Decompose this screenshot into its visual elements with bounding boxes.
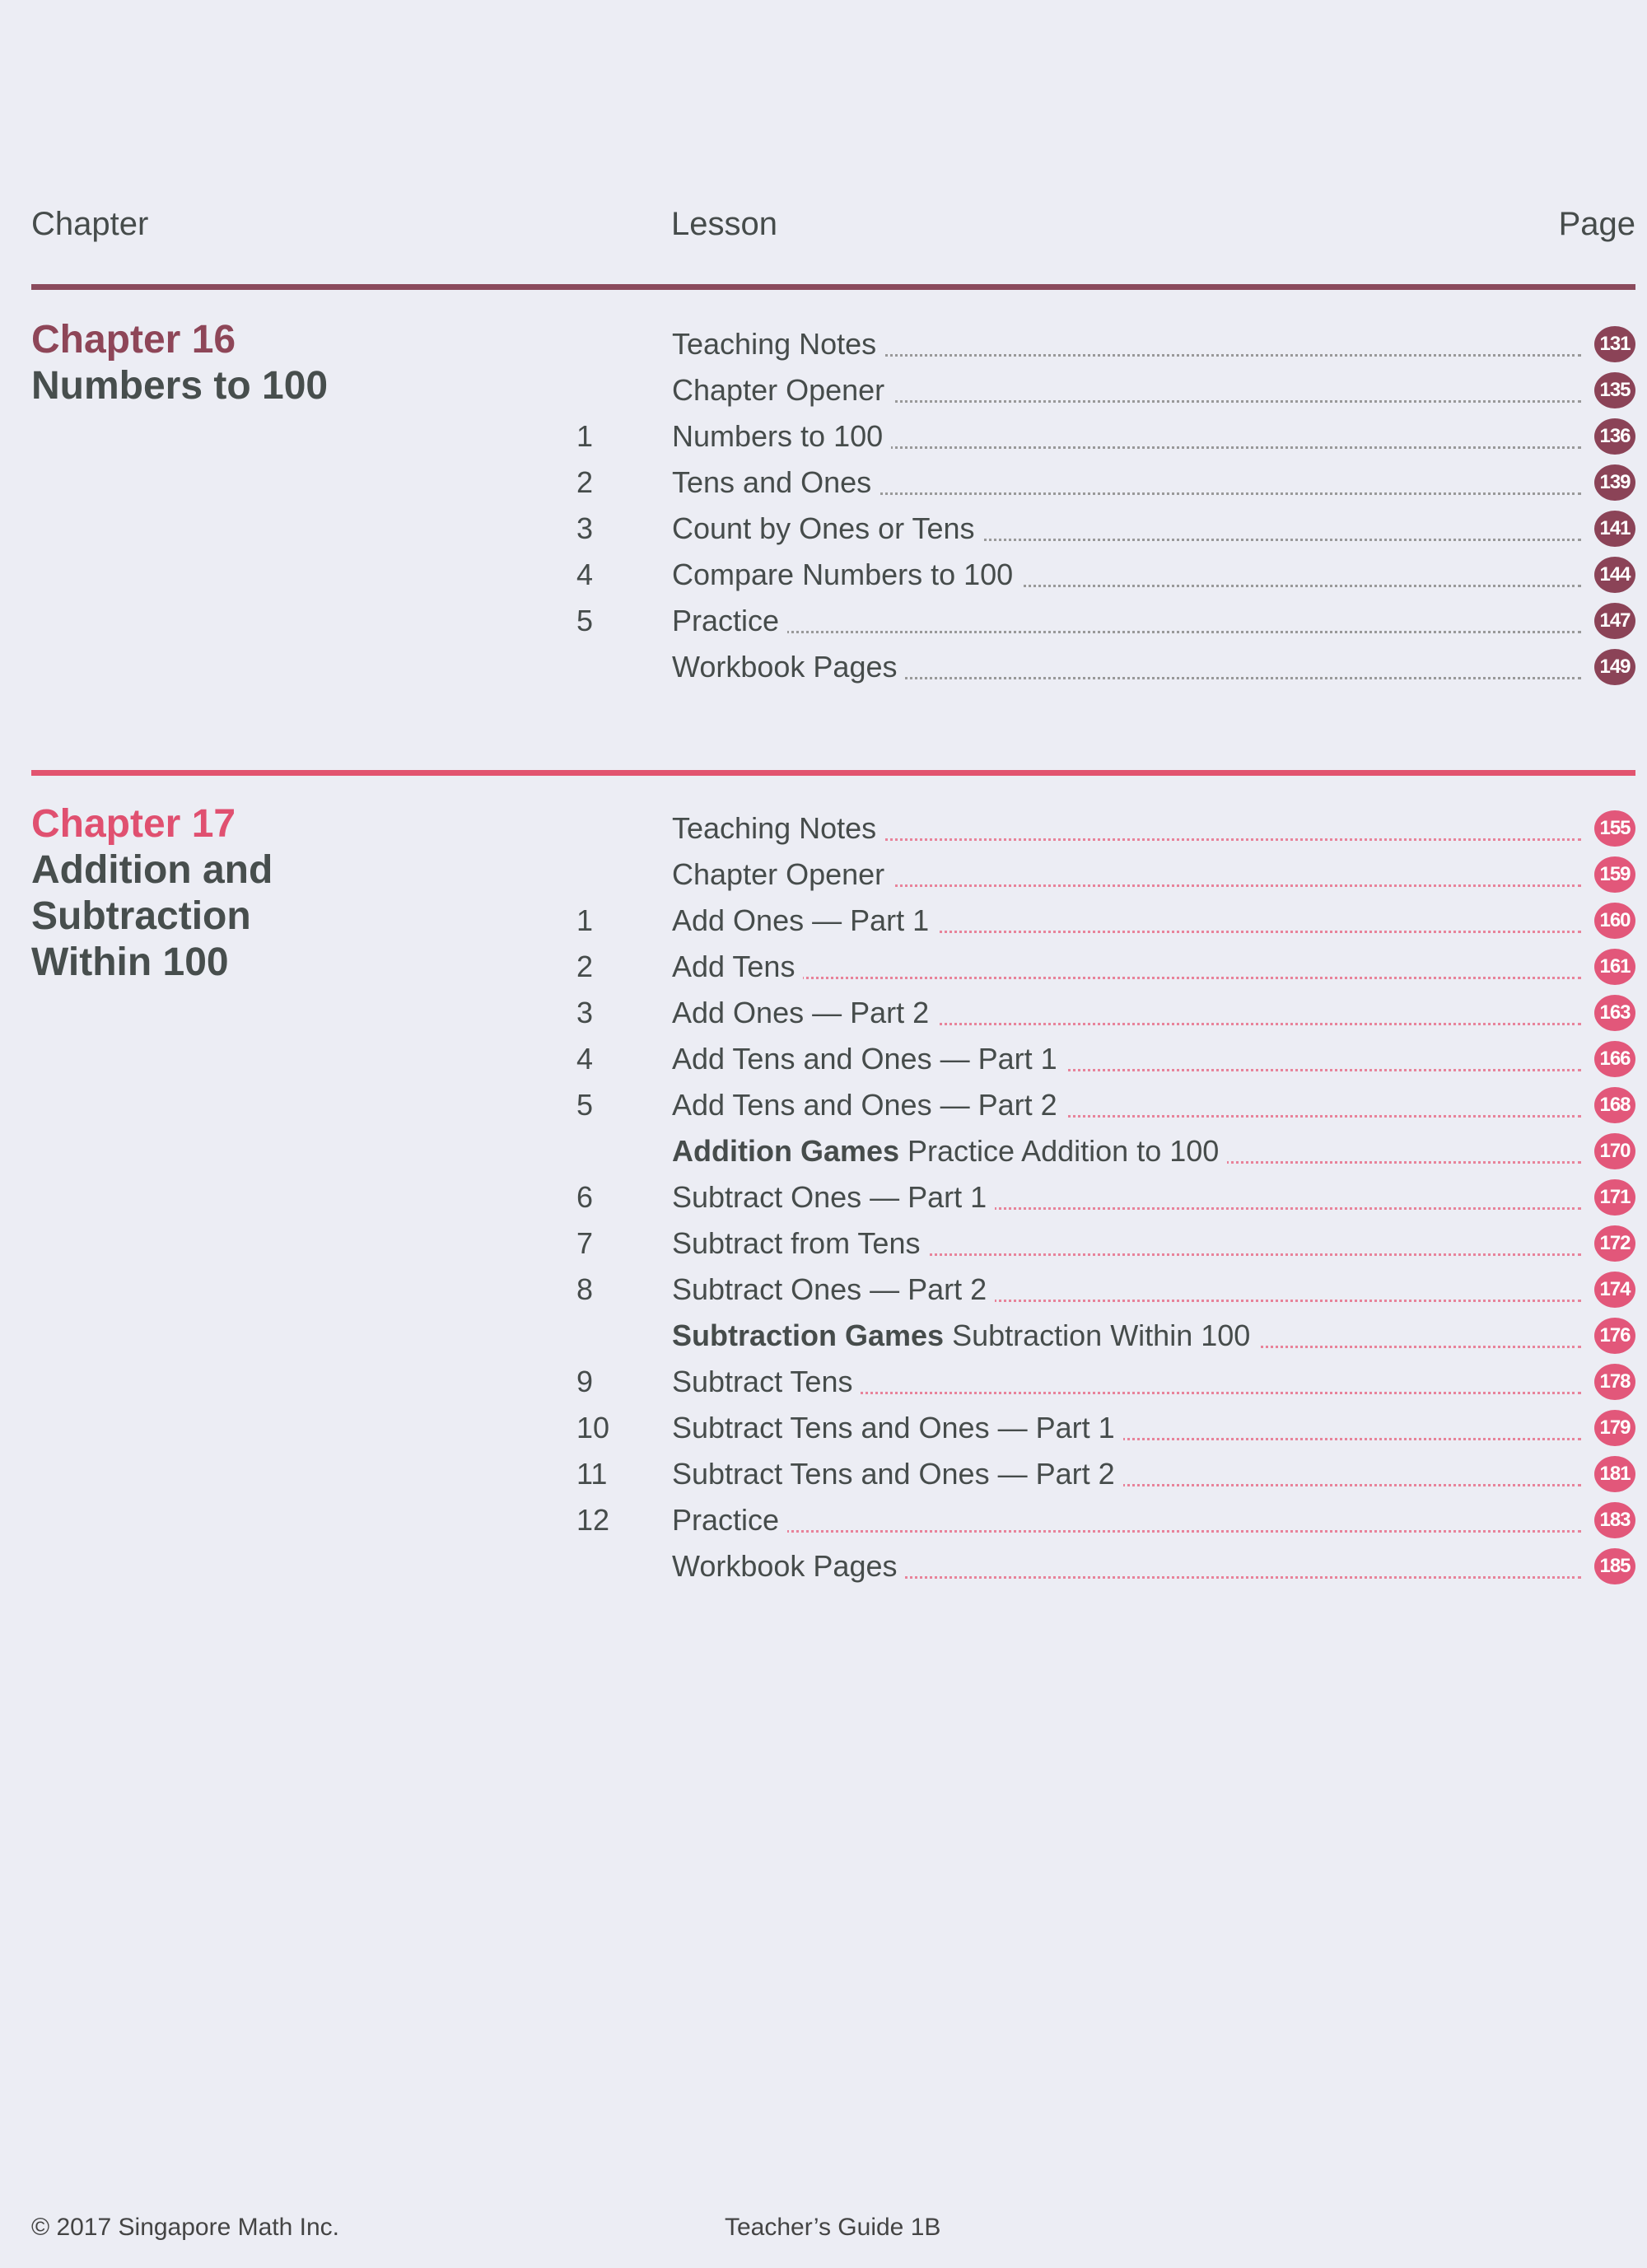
lesson-title[interactable]: [672, 644, 905, 690]
lesson-title-text: Subtraction Within 100: [944, 1318, 1251, 1352]
page-badge[interactable]: 155: [1594, 810, 1635, 847]
page-badge[interactable]: 135: [1594, 372, 1635, 408]
lesson-title[interactable]: [672, 1036, 1066, 1082]
lesson-title-text: Practice Addition to 100: [899, 1134, 1220, 1168]
lesson-number: 5: [576, 604, 594, 637]
lesson-title[interactable]: [672, 413, 891, 460]
lesson-number: 6: [576, 1180, 594, 1214]
lesson-number: 1: [576, 903, 594, 937]
lesson-row[interactable]: [0, 1267, 1647, 1313]
lesson-title[interactable]: [672, 506, 983, 552]
header-page: Page: [1558, 206, 1635, 242]
page-badge[interactable]: 179: [1594, 1410, 1635, 1446]
chapter16-title: Numbers to 100: [31, 364, 329, 408]
lesson-row[interactable]: [0, 805, 1647, 852]
lesson-number: 2: [576, 950, 594, 983]
page-badge[interactable]: 163: [1594, 995, 1635, 1031]
lesson-number: 3: [576, 511, 594, 545]
lesson-number: 11: [576, 1457, 608, 1491]
chapter16-number: Chapter 16: [31, 318, 236, 362]
lesson-title-text: Subtract Ones — Part 1: [672, 1180, 987, 1214]
lesson-title[interactable]: [672, 1497, 787, 1543]
page-badge[interactable]: 170: [1594, 1133, 1635, 1169]
lesson-title[interactable]: [672, 321, 884, 367]
lesson-number: 4: [576, 558, 594, 591]
lesson-title-text: Tens and Ones: [672, 465, 872, 499]
chapter17-number: Chapter 17: [31, 802, 236, 846]
page-badge[interactable]: 147: [1594, 603, 1635, 639]
lesson-number: 1: [576, 419, 594, 453]
lesson-row[interactable]: [0, 1036, 1647, 1082]
lesson-title[interactable]: [672, 367, 893, 413]
lesson-row[interactable]: [0, 1128, 1647, 1174]
chapter17-divider: [31, 770, 1635, 776]
page-badge[interactable]: 185: [1594, 1548, 1635, 1584]
lesson-row[interactable]: [0, 367, 1647, 413]
lesson-row[interactable]: [0, 413, 1647, 460]
lesson-number: 10: [576, 1411, 610, 1444]
lesson-title[interactable]: [672, 1405, 1123, 1451]
chapter17-title-line2: Subtraction: [31, 894, 251, 938]
lesson-title[interactable]: [672, 990, 937, 1036]
lesson-title-text: Chapter Opener: [672, 373, 885, 407]
lesson-title-text: Subtract Tens and Ones — Part 1: [672, 1411, 1115, 1444]
header-lesson: Lesson: [671, 206, 777, 242]
chapter16-divider: [31, 284, 1635, 290]
page-badge[interactable]: 160: [1594, 903, 1635, 939]
lesson-row[interactable]: [0, 1451, 1647, 1497]
lesson-title-text: Teaching Notes: [672, 327, 877, 361]
lesson-title-text: Chapter Opener: [672, 857, 885, 891]
lesson-title-text: Workbook Pages: [672, 1549, 898, 1583]
lesson-title-text: Add Tens and Ones — Part 2: [672, 1088, 1057, 1122]
dot-leader: [672, 1530, 1581, 1533]
lesson-row[interactable]: [0, 1313, 1647, 1359]
lesson-title-text: Subtract Tens and Ones — Part 2: [672, 1457, 1115, 1491]
lesson-title-text: Subtract Ones — Part 2: [672, 1272, 987, 1306]
lesson-title[interactable]: [672, 1128, 1227, 1174]
lesson-title-text: Practice: [672, 1503, 780, 1537]
lesson-row[interactable]: [0, 1082, 1647, 1128]
lesson-title[interactable]: [672, 1543, 905, 1589]
lesson-row[interactable]: [0, 1405, 1647, 1451]
page-badge[interactable]: 178: [1594, 1364, 1635, 1400]
page-badge[interactable]: 166: [1594, 1041, 1635, 1077]
dot-leader: [672, 977, 1581, 979]
lesson-row[interactable]: [0, 1174, 1647, 1220]
page-badge[interactable]: 176: [1594, 1318, 1635, 1354]
lesson-title-text: Practice: [672, 604, 780, 637]
lesson-number: 4: [576, 1042, 594, 1076]
lesson-title-text: Subtract Tens: [672, 1365, 853, 1398]
lesson-title[interactable]: [672, 944, 803, 990]
lesson-number: 3: [576, 996, 594, 1029]
page-badge[interactable]: 183: [1594, 1502, 1635, 1538]
lesson-title-text: Numbers to 100: [672, 419, 884, 453]
lesson-number: 9: [576, 1365, 594, 1398]
page-badge[interactable]: 139: [1594, 464, 1635, 501]
lesson-title-text: Add Tens: [672, 950, 796, 983]
lesson-title-text: Add Tens and Ones — Part 1: [672, 1042, 1057, 1076]
lesson-number: 12: [576, 1503, 610, 1537]
lesson-title-text: Teaching Notes: [672, 811, 877, 845]
lesson-row[interactable]: [0, 1359, 1647, 1405]
page-badge[interactable]: 144: [1594, 557, 1635, 593]
lesson-title-text: Subtract from Tens: [672, 1226, 921, 1260]
page-badge[interactable]: 136: [1594, 418, 1635, 455]
lesson-row[interactable]: [0, 598, 1647, 644]
lesson-title-text: Compare Numbers to 100: [672, 558, 1014, 591]
lesson-number: 5: [576, 1088, 594, 1122]
lesson-title-text: Count by Ones or Tens: [672, 511, 975, 545]
lesson-row[interactable]: [0, 1220, 1647, 1267]
lesson-title-text: Add Ones — Part 2: [672, 996, 930, 1029]
page-badge[interactable]: 168: [1594, 1087, 1635, 1123]
page-badge[interactable]: 174: [1594, 1272, 1635, 1308]
lesson-title-bold: Addition Games: [672, 1134, 900, 1168]
lesson-row[interactable]: [0, 552, 1647, 598]
lesson-row[interactable]: [0, 644, 1647, 690]
page-badge[interactable]: 131: [1594, 326, 1635, 362]
lesson-title-text: Add Ones — Part 1: [672, 903, 930, 937]
copyright: © 2017 Singapore Math Inc.: [31, 2214, 340, 2241]
lesson-number: 8: [576, 1272, 594, 1306]
lesson-title[interactable]: [672, 1174, 995, 1220]
page-badge[interactable]: 181: [1594, 1456, 1635, 1492]
lesson-row[interactable]: [0, 990, 1647, 1036]
lesson-title[interactable]: [672, 460, 879, 506]
dot-leader: [672, 631, 1581, 633]
page-badge[interactable]: 141: [1594, 511, 1635, 547]
page-badge[interactable]: 171: [1594, 1179, 1635, 1216]
page-badge[interactable]: 161: [1594, 949, 1635, 985]
lesson-row[interactable]: [0, 898, 1647, 944]
lesson-title[interactable]: [672, 1451, 1123, 1497]
lesson-number: 7: [576, 1226, 594, 1260]
lesson-title[interactable]: [672, 1267, 995, 1313]
lesson-title[interactable]: [672, 1313, 1258, 1359]
lesson-row[interactable]: [0, 1543, 1647, 1589]
chapter17-title-line3: Within 100: [31, 940, 229, 984]
lesson-row[interactable]: [0, 852, 1647, 898]
page-badge[interactable]: 149: [1594, 649, 1635, 685]
lesson-title[interactable]: [672, 1220, 928, 1267]
book-title: Teacher’s Guide 1B: [725, 2214, 941, 2241]
lesson-title[interactable]: [672, 1082, 1066, 1128]
lesson-row[interactable]: [0, 460, 1647, 506]
lesson-row[interactable]: [0, 506, 1647, 552]
lesson-title-text: Workbook Pages: [672, 650, 898, 684]
lesson-row[interactable]: [0, 944, 1647, 990]
lesson-number: 2: [576, 465, 594, 499]
lesson-title[interactable]: [672, 852, 893, 898]
lesson-row[interactable]: [0, 321, 1647, 367]
lesson-title[interactable]: [672, 1359, 861, 1405]
lesson-title-bold: Subtraction Games: [672, 1318, 945, 1352]
header-chapter: Chapter: [31, 206, 149, 242]
lesson-title[interactable]: [672, 805, 884, 852]
page-badge[interactable]: 159: [1594, 856, 1635, 893]
lesson-title[interactable]: [672, 898, 937, 944]
chapter17-title-line1: Addition and: [31, 848, 273, 892]
lesson-title[interactable]: [672, 552, 1021, 598]
lesson-row[interactable]: [0, 1497, 1647, 1543]
lesson-title[interactable]: [672, 598, 787, 644]
column-header: [31, 206, 1635, 255]
page-badge[interactable]: 172: [1594, 1225, 1635, 1262]
